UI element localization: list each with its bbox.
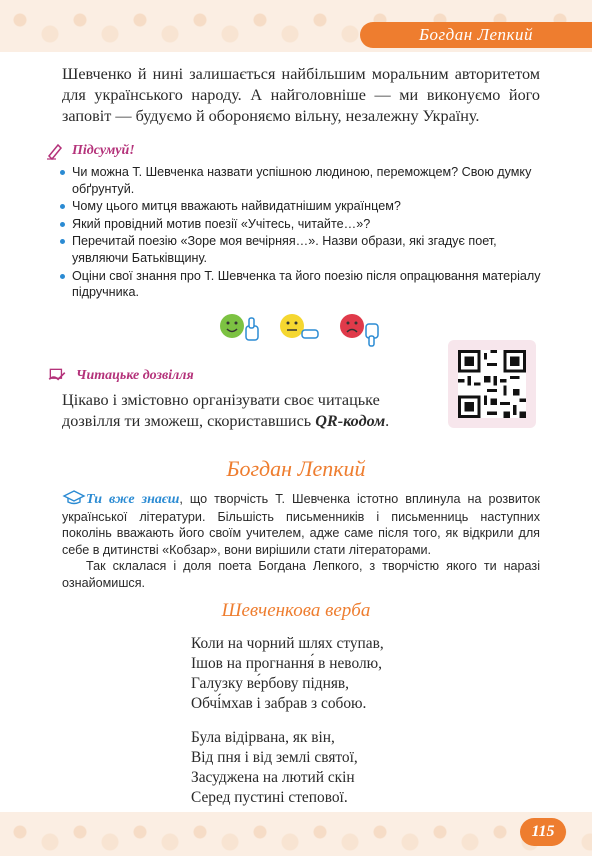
lepky-paragraph: Так склалася і доля поета Богдана Лепкого, з творчістю якого ти наразі ознайомишся. [62,559,540,590]
poem-line: Була відірвана, як він, [191,729,335,746]
qr-code-emph: QR-кодом [315,412,386,430]
poem-title: Шевченкова верба [221,600,371,621]
know-label: Ти вже знаєш [86,492,180,507]
poem-line: Засуджена на лютий скін [191,769,355,786]
running-header [360,22,592,48]
qr-code-icon [458,350,526,418]
poem-line: Коли на чорний шлях ступав, [191,635,384,652]
yellow-smiley-pointing-icon [278,308,322,348]
poem-line: Серед пустині степової. [191,789,348,806]
red-smiley-thumbs-down-icon [338,308,382,348]
list-item: Оціни свої знання про Т. Шевченка та його поезію після опрацювання матеріалу підручника. [60,268,544,301]
self-assessment-smileys [218,308,378,352]
poem-stanza [191,634,491,714]
graduation-cap-icon [62,490,86,506]
reader-leisure-text [62,390,442,432]
list-item: Який провідний мотив поезії «Учітесь, читайте…»? [60,216,544,233]
list-item: Чому цього митця вважають найвидатнішим українцем? [60,198,544,215]
poem [191,634,491,822]
list-item: Чи можна Т. Шевченка назвати успішною людиною, переможцем? Свою думку обґрунтуй. [60,164,544,197]
bottom-ornament-band [0,812,592,856]
page-number: 115 [520,818,566,846]
reading-hand-icon [46,366,68,386]
reader-leisure-text-end: . [385,412,390,430]
summarize-list [60,164,544,302]
reader-leisure-heading [46,366,194,386]
qr-code[interactable] [448,340,536,428]
intro-paragraph: Шевченко й нині залишається найбільшим моральним авторитетом для українського народу. А найголовніше — ми виконуємо його заповіт — будуємо й обороняємо вільну, незалежну Україну. [62,65,540,125]
green-smiley-thumbs-up-icon [218,308,262,348]
know-paragraph [62,490,540,558]
summarize-heading [46,142,135,160]
poem-line: Галузку ве́рбову підняв, [191,675,350,692]
poem-line: Ішов на прогнання́ в неволю, [191,655,382,672]
poem-line: Обчі́мхав і забрав з собою. [191,695,367,712]
section-title: Богдан Лепкий [226,456,366,481]
reader-leisure-title: Читацьке дозвілля [76,368,194,383]
know-block [62,490,540,592]
poem-line: Від пня і від землі святої, [191,749,358,766]
list-item: Перечитай поезію «Зоре моя вечірняя…». Назви образи, які згадує поет, уявляючи Батьківщину. [60,233,544,266]
summarize-title: Підсумуй! [72,143,135,158]
reader-leisure-text-main: Цікаво і змістовно організувати своє читацьке дозвілля ти зможеш, скориставшись [62,391,380,430]
poem-stanza [191,728,491,808]
know-text: , що творчість Т. Шевченка істотно вплинула на розвиток української літератури. Більшість письменників і письменниць наступних поколінь вважають його своїм учителем, адже саме після того, як відкрили для себе в дитинстві «Кобзар», вони вирішили стати літераторами. [62,492,541,557]
pencil-note-icon [46,142,64,160]
running-header-text: Богдан Лепкий [419,25,533,44]
